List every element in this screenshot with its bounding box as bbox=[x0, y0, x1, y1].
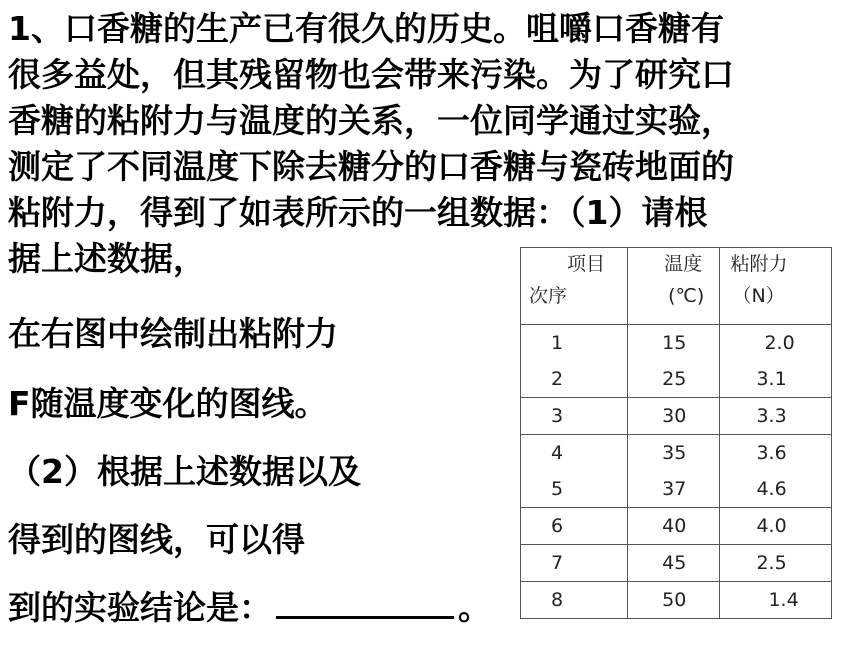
header-order-label: 次序 bbox=[529, 285, 568, 307]
table-row-group bbox=[521, 435, 832, 508]
answer-blank[interactable] bbox=[276, 586, 454, 619]
order-cell bbox=[521, 582, 628, 619]
table-cell: 3.1 bbox=[756, 368, 787, 390]
header-force-unit: （N） bbox=[732, 285, 785, 307]
problem-line: 香糖的粘附力与温度的关系，一位同学通过实验， bbox=[8, 101, 734, 140]
force-cell bbox=[720, 508, 832, 545]
header-temp-unit: (℃) bbox=[668, 285, 705, 307]
table-cell: 3.3 bbox=[756, 405, 787, 427]
header-temp-label: 温度 bbox=[664, 253, 703, 275]
header-item-label: 项目 bbox=[567, 253, 606, 275]
table-row bbox=[521, 508, 832, 545]
force-cell bbox=[720, 582, 832, 619]
problem-line: 1、口香糖的生产已有很久的历史。咀嚼口香糖有 bbox=[8, 9, 724, 48]
table-cell: 50 bbox=[662, 589, 687, 611]
table-cell: 8 bbox=[551, 589, 564, 611]
part1-line-b: F随温度变化的图线。 bbox=[8, 384, 328, 423]
problem-line: 测定了不同温度下除去糖分的口香糖与瓷砖地面的 bbox=[8, 147, 734, 186]
table-cell: 4.0 bbox=[756, 515, 787, 537]
problem-paragraph bbox=[8, 6, 854, 282]
table-cell: 4 bbox=[551, 442, 564, 464]
table-cell: 25 bbox=[662, 368, 687, 390]
table-row bbox=[521, 582, 832, 619]
table-cell: 15 bbox=[662, 332, 687, 354]
temp-cell bbox=[628, 545, 720, 582]
temp-cell bbox=[628, 398, 720, 435]
table-row bbox=[521, 398, 832, 435]
temp-cell bbox=[628, 325, 720, 398]
part1-line-a: 在右图中绘制出粘附力 bbox=[8, 314, 338, 353]
temp-cell bbox=[628, 582, 720, 619]
header-force bbox=[720, 248, 832, 325]
table-cell: 1 bbox=[551, 332, 564, 354]
table-cell: 5 bbox=[551, 478, 564, 500]
table-cell: 2.5 bbox=[756, 552, 787, 574]
header-force-label: 粘附力 bbox=[730, 253, 788, 275]
table-cell: 4.6 bbox=[756, 478, 787, 500]
table-cell: 37 bbox=[662, 478, 687, 500]
table-cell: 1.4 bbox=[768, 589, 799, 611]
order-cell bbox=[521, 398, 628, 435]
header-order bbox=[521, 248, 628, 325]
table-cell: 40 bbox=[662, 515, 687, 537]
table-header-row bbox=[521, 248, 832, 325]
conclusion-end: 。 bbox=[458, 588, 491, 627]
table-cell: 2 bbox=[551, 368, 564, 390]
part2-line-b: 得到的图线，可以得 bbox=[8, 520, 305, 559]
table-cell: 35 bbox=[662, 442, 687, 464]
order-cell bbox=[521, 508, 628, 545]
table-cell: 30 bbox=[662, 405, 687, 427]
table-cell: 6 bbox=[551, 515, 564, 537]
force-cell bbox=[720, 325, 832, 398]
force-cell bbox=[720, 435, 832, 508]
conclusion-prompt: 到的实验结论是： bbox=[8, 588, 272, 627]
order-cell bbox=[521, 545, 628, 582]
problem-line: 很多益处，但其残留物也会带来污染。为了研究口 bbox=[8, 55, 734, 94]
table-row bbox=[521, 545, 832, 582]
order-cell bbox=[521, 325, 628, 398]
force-cell bbox=[720, 398, 832, 435]
part2-line-c bbox=[8, 582, 491, 629]
table-cell: 7 bbox=[551, 552, 564, 574]
temp-cell bbox=[628, 508, 720, 545]
temp-cell bbox=[628, 435, 720, 508]
table-cell: 2.0 bbox=[764, 332, 795, 354]
table-row-group bbox=[521, 325, 832, 398]
table-cell: 45 bbox=[662, 552, 687, 574]
table-cell: 3.6 bbox=[756, 442, 787, 464]
part2-line-a: （2）根据上述数据以及 bbox=[8, 452, 361, 491]
data-table bbox=[520, 247, 832, 619]
header-temp bbox=[628, 248, 720, 325]
order-cell bbox=[521, 435, 628, 508]
problem-line: 据上述数据， bbox=[8, 239, 206, 278]
force-cell bbox=[720, 545, 832, 582]
problem-line: 粘附力，得到了如表所示的一组数据：（1）请根 bbox=[8, 193, 708, 232]
table-cell: 3 bbox=[551, 405, 564, 427]
